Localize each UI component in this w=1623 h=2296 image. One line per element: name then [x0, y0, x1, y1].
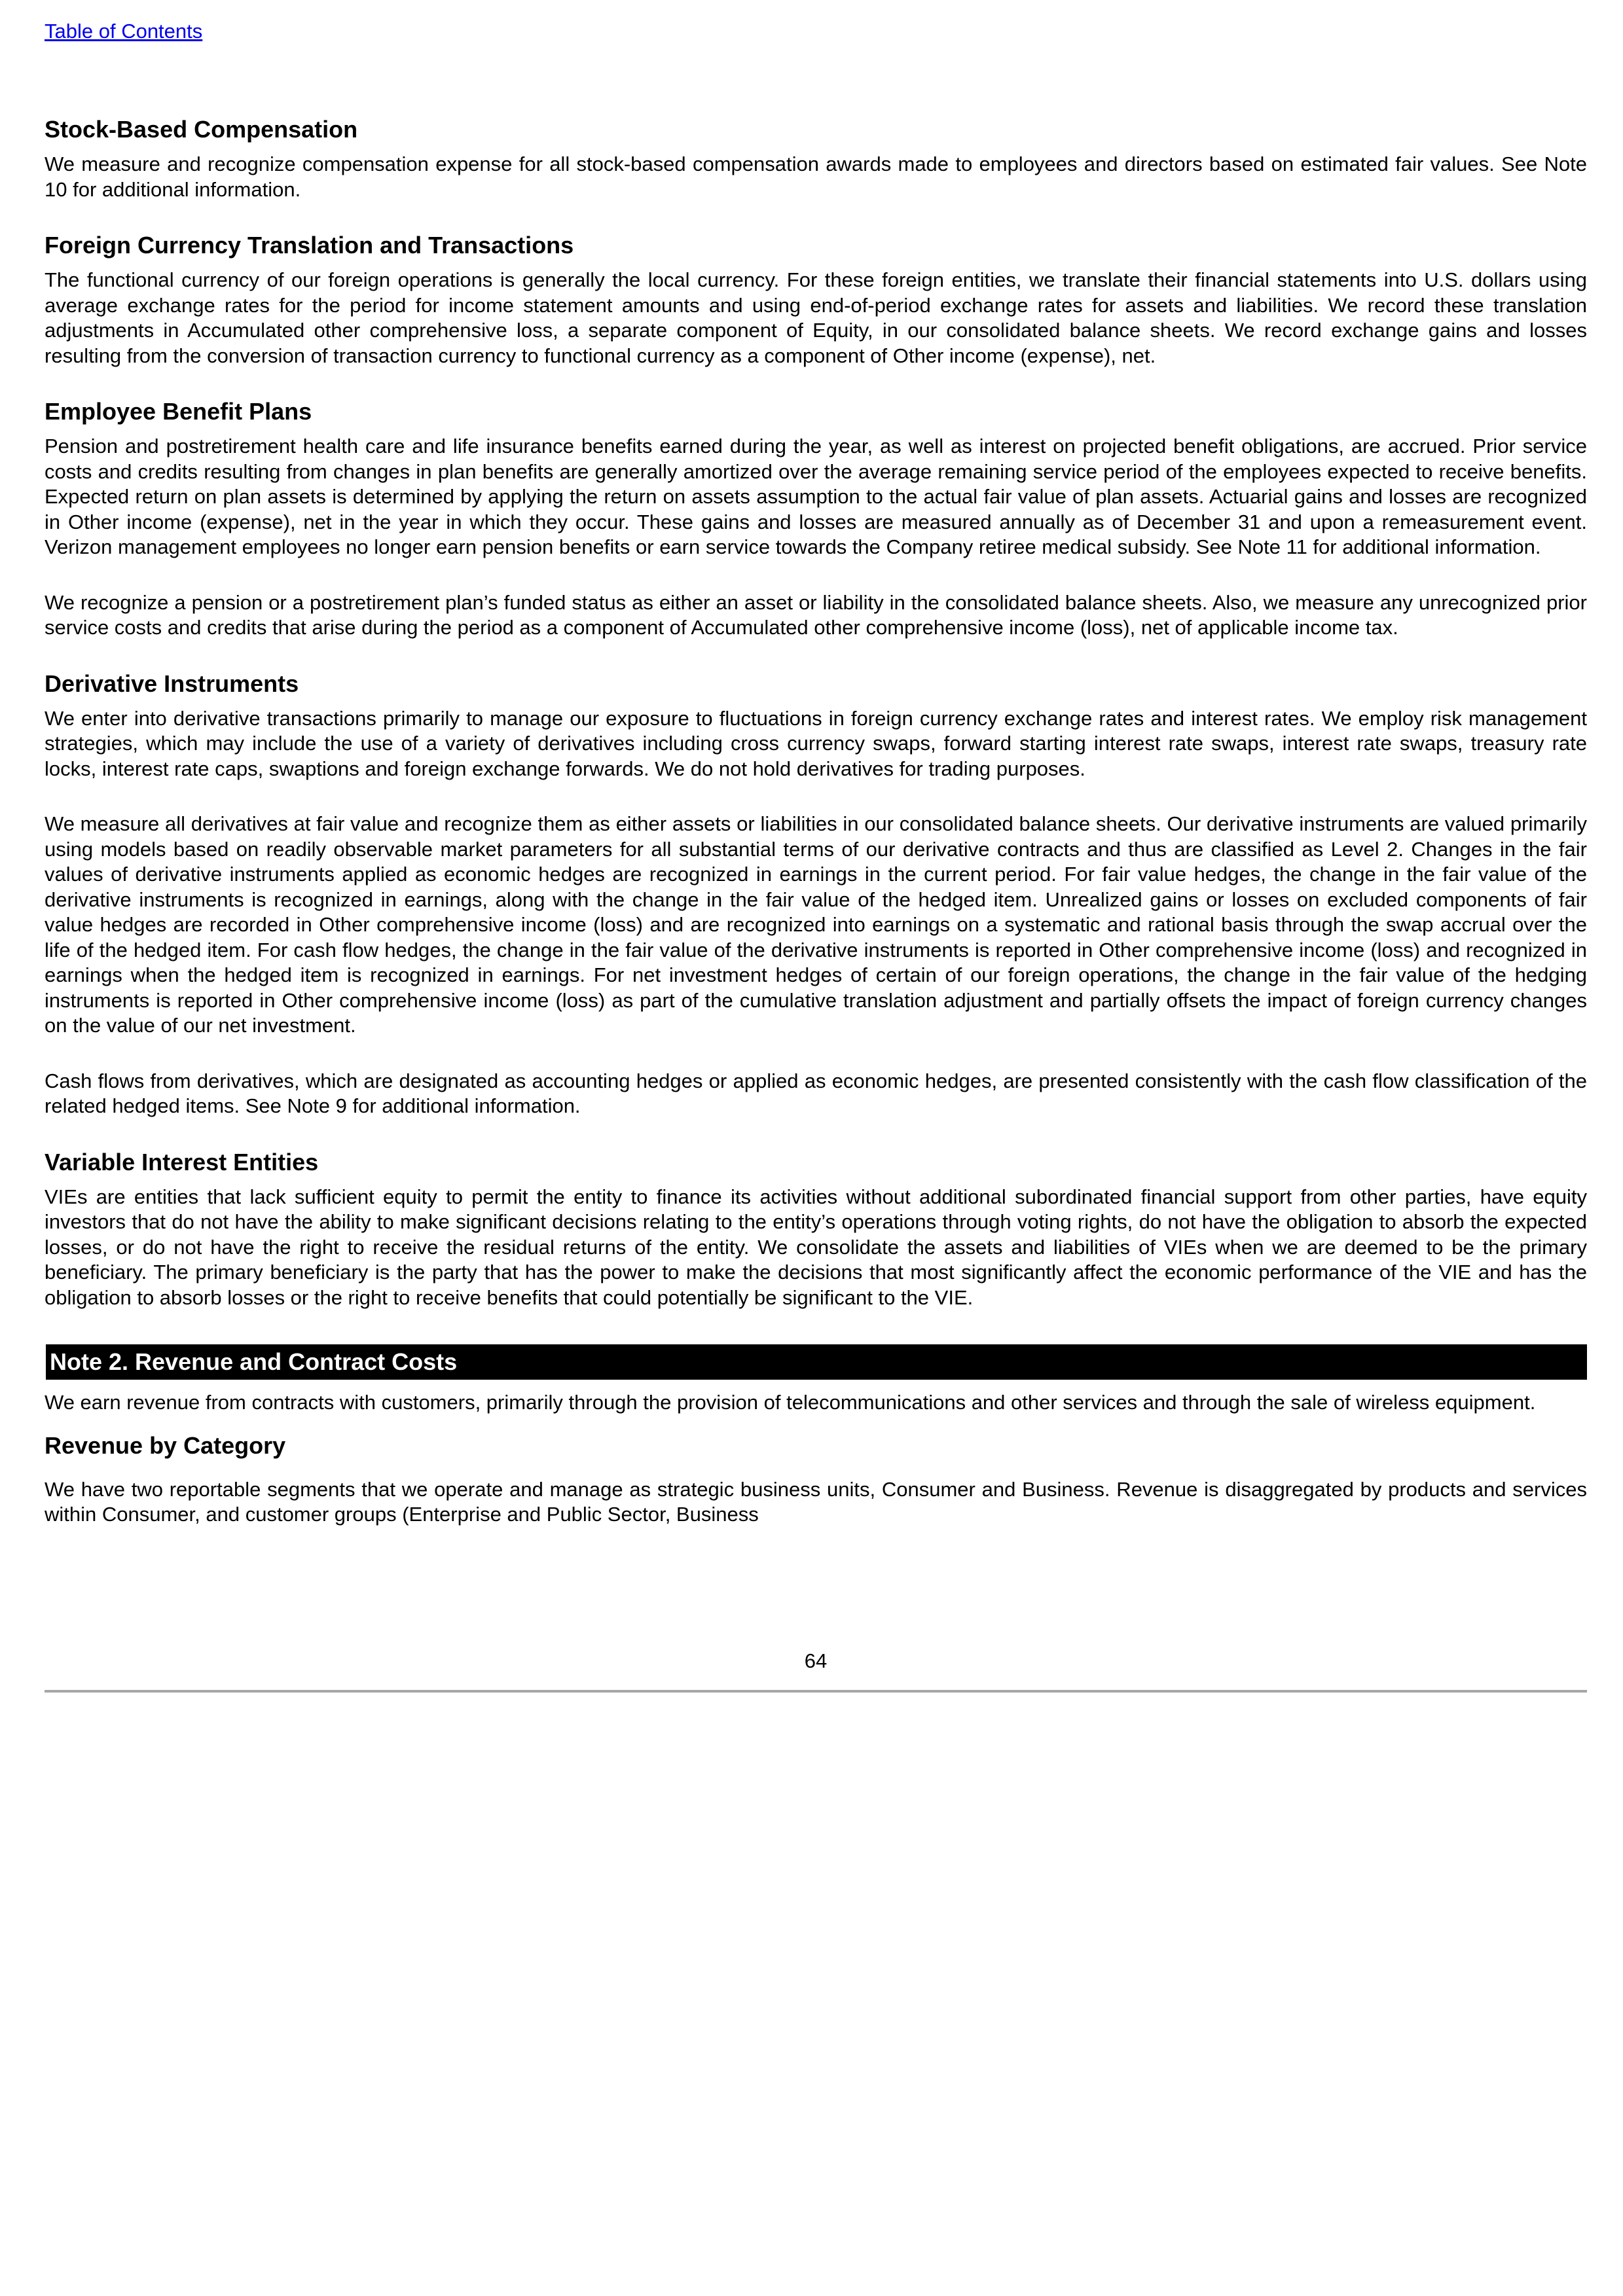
employee-benefit-plans-section	[45, 397, 1587, 641]
footer-divider	[45, 1690, 1587, 1693]
paragraph: We measure all derivatives at fair value and recognize them as either assets or liabilities in our consolidated balance sheets. Our derivative instruments are valued primarily using models based on readily observable market parameters for all substantial terms of our derivative contracts and thus are classified as Level 2. Changes in the fair values of derivative instruments applied as economic hedges are recognized in earnings in the current period. For fair value hedges, the change in the fair value of the derivative instruments is recognized in earnings, along with the change in the fair value of the hedged item. Unrealized gains or losses on excluded components of fair value hedges are recorded in Other comprehensive income (loss) and are recognized into earnings on a systematic and rational basis through the swap accrual over the life of the hedged item. For cash flow hedges, the change in the fair value of the derivative instruments is reported in Other comprehensive income (loss) and recognized in earnings when the hedged item is recognized in earnings. For net investment hedges of certain of our foreign operations, the change in the fair value of the hedging instruments is reported in Other comprehensive income (loss) as part of the cumulative translation adjustment and partially offsets the impact of foreign currency changes on the value of our net investment.	[45, 812, 1587, 1037]
page-number: 64	[804, 1649, 828, 1672]
table-of-contents-link[interactable]: Table of Contents	[45, 20, 203, 43]
stock-based-compensation-section	[45, 115, 1587, 202]
section-heading: Revenue by Category	[45, 1431, 286, 1459]
paragraph: The functional currency of our foreign operations is generally the local currency. For these foreign entities, we translate their financial statements into U.S. dollars using average exchange rates for the period for income statement amounts and using end-of-period exchange rates for assets and liabilities. We record these translation adjustments in Accumulated other comprehensive loss, a separate component of Equity, in our consolidated balance sheets. We record exchange gains and losses resulting from the conversion of transaction currency to functional currency as a component of Other income (expense), net.	[45, 268, 1587, 367]
paragraph: We have two reportable segments that we operate and manage as strategic business units, Consumer and Business. Revenue is disaggregated by products and services within Consumer, and customer groups (Enterprise and Public Sector, Business	[45, 1477, 1587, 1526]
revenue-by-category-section	[45, 1431, 1587, 1528]
paragraph: We enter into derivative transactions primarily to manage our exposure to fluctuations in foreign currency exchange rates and interest rates. We employ risk management strategies, which may include the use of a variety of derivatives including cross currency swaps, forward starting interest rate swaps, interest rate swaps, treasury rate locks, interest rate caps, swaptions and foreign exchange forwards. We do not hold derivatives for trading purposes.	[45, 706, 1587, 780]
note-2-title-bar: Note 2. Revenue and Contract Costs	[46, 1344, 1587, 1380]
paragraph: Cash flows from derivatives, which are designated as accounting hedges or applied as economic hedges, are presented consistently with the cash flow classification of the related hedged items. See Note 9 for additional information.	[45, 1069, 1587, 1117]
paragraph: We measure and recognize compensation expense for all stock-based compensation awards made to employees and directors based on estimated fair values. See Note 10 for additional information.	[45, 152, 1587, 201]
section-heading: Foreign Currency Translation and Transactions	[45, 232, 574, 259]
document-page	[45, 18, 1587, 1528]
paragraph: Pension and postretirement health care and life insurance benefits earned during the year, as well as interest on projected benefit obligations, are accrued. Prior service costs and credits resulting from changes in plan benefits are generally amortized over the average remaining service period of the employees expected to receive benefits. Expected return on plan assets is determined by applying the return on assets assumption to the actual fair value of plan assets. Actuarial gains and losses are recognized in Other income (expense), net in the year in which they occur. These gains and losses are measured annually as of December 31 and upon a remeasurement event. Verizon management employees no longer earn pension benefits or earn service towards the Company retiree medical subsidy. See Note 11 for additional information.	[45, 435, 1587, 558]
note-2-intro-paragraph: We earn revenue from contracts with customers, primarily through the provision of telecommunications and other services and through the sale of wireless equipment.	[45, 1391, 1536, 1414]
section-heading: Variable Interest Entities	[45, 1148, 319, 1175]
paragraph: We recognize a pension or a postretirement plan’s funded status as either an asset or liability in the consolidated balance sheets. Also, we measure any unrecognized prior service costs and credits that arise during the period as a component of Accumulated other comprehensive income (loss), net of applicable income tax.	[45, 590, 1587, 639]
section-heading: Stock-Based Compensation	[45, 116, 358, 143]
variable-interest-entities-section	[45, 1148, 1587, 1311]
section-heading: Employee Benefit Plans	[45, 398, 312, 425]
derivative-instruments-section	[45, 670, 1587, 1119]
foreign-currency-section	[45, 231, 1587, 368]
section-heading: Derivative Instruments	[45, 670, 299, 697]
paragraph: VIEs are entities that lack sufficient equity to permit the entity to finance its activities without additional subordinated financial support from other parties, have equity investors that do not have the ability to make significant decisions relating to the entity’s operations through voting rights, do not have the obligation to absorb the expected losses, or do not have the right to receive the residual returns of the entity. We consolidate the assets and liabilities of VIEs when we are deemed to be the primary beneficiary. The primary beneficiary is the party that has the power to make the decisions that most significantly affect the economic performance of the VIE and has the obligation to absorb losses or the right to receive benefits that could potentially be significant to the VIE.	[45, 1185, 1587, 1309]
